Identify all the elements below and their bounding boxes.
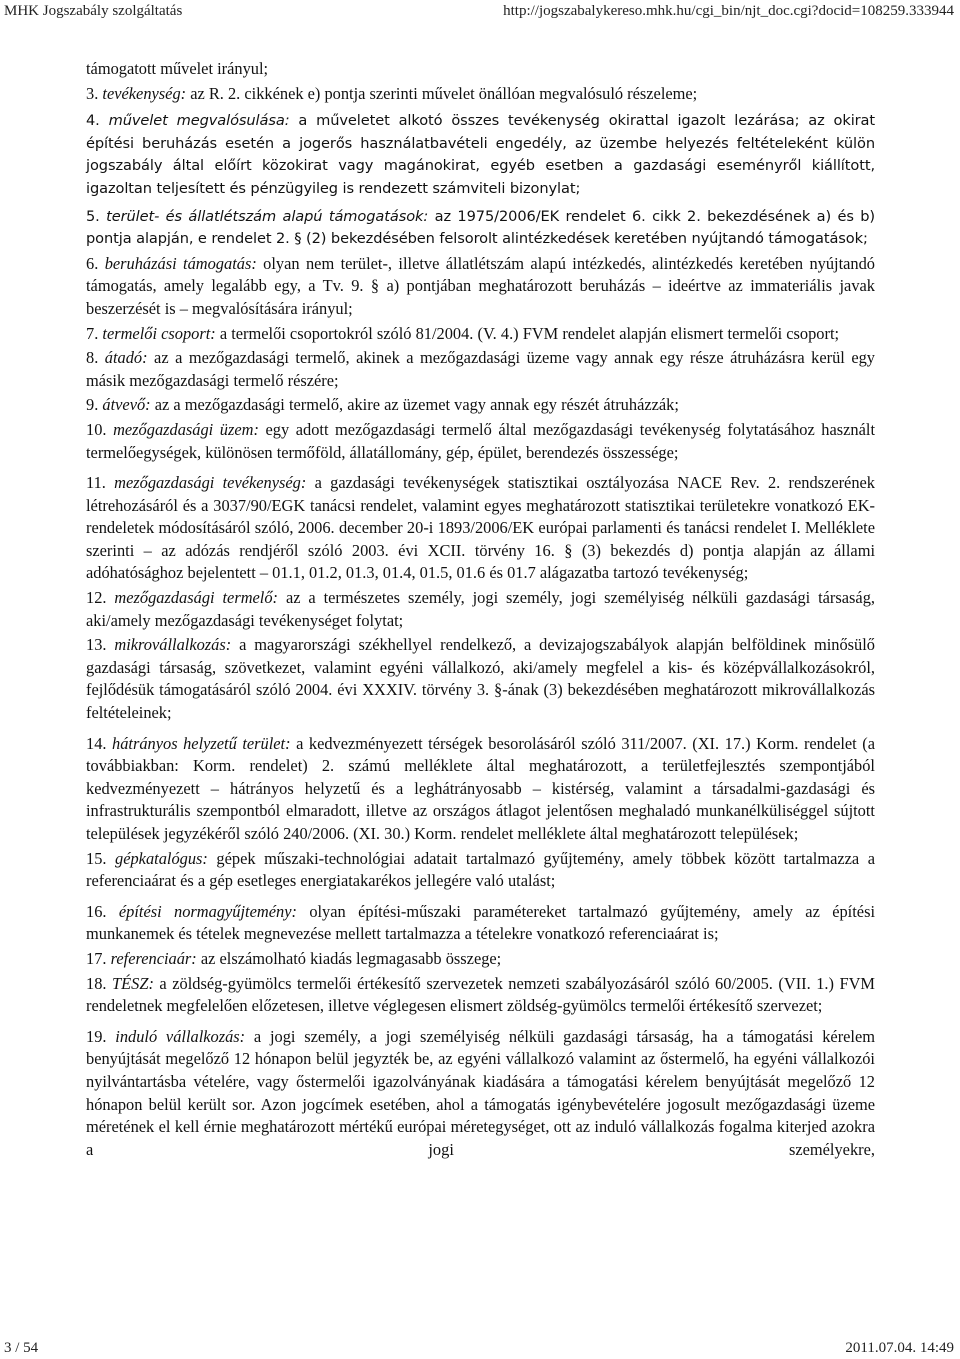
definition-11: 11. mezőgazdasági tevékenység: a gazdasági tevékenységek statisztikai osztályozása NACE Rev. 2. rendszerének létrehozásáról és a 3037/90/EGK tanácsi rendelet, valamint egyes meghatározott statisztikai területekre vonatkozó EK-rendeletek módosításáról szóló, 2006. december 20-i 1893/2006/EK európai parlamenti és tanácsi rendelet I. Melléklete szerinti – az adózás rendjéről szóló 2003. évi XCII. törvény 16. § (3) bekezdés d) pontja alapján az állami adóhatósághoz bejelentett – 01.1, 01.2, 01.3, 01.4, 01.5, 01.6 és 01.7 alágazatba tartozó tevékenység; [86, 473, 875, 583]
definition-6: 6. beruházási támogatás: olyan nem terület-, illetve állatlétszám alapú intézkedés, alintézkedés keretében nyújtandó támogatás, amely legalább egy, a Tv. 9. § a) pontjában meghatározott beruházás – ideértve az immateriális javak beszerzését is – megvalósítására irányul; [86, 253, 876, 318]
paragraph-continuation: támogatott művelet irányul; [86, 59, 269, 78]
definition-19: 19. induló vállalkozás: a jogi személy, a jogi személyiség nélküli gazdasági társaság, ha a támogatási kérelem benyújtását megelőző 12 hónapon belül jegyzték be, az egyéni vállalkozó valamint az őstermelő, ha egyéni vállalkozói nyilvántartásba vételére, vagy őstermelői igazolványának kiadására a támogatási kérelem benyújtását megelőző 12 hónapon belül került sor. Azon jogcímek esetében, ahol a támogatás igénybevételére jogosult mezőgazdasági üzeme méretének el kell érnie meghatározott mértékű európai méretegységet, ott az induló vállalkozás fogalma kiterjed azokra a jogi személyekre, [86, 1026, 876, 1159]
page-header [0, 0, 960, 22]
definition-12: 12. mezőgazdasági termelő: az a természetes személy, jogi személy, jogi személyiség nélküli gazdasági társaság, aki/amely mezőgazdasági tevékenységet folytat; [86, 588, 875, 630]
definition-10: 10. mezőgazdasági üzem: egy adott mezőgazdasági termelő által mezőgazdasági tevékenység folytatásához használt termelőegységek, különösen termőföld, állatállomány, gép, épület, berendezés összessége; [86, 419, 875, 462]
definition-4: 4. művelet megvalósulása: a műveletet alkotó összes tevékenység okirattal igazolt lezárása; az okirat építési beruházás esetén a jogerős használatbavételi engedély, az üzembe helyezés feltételeként külön jogszabály által előírt közokirat vagy magánokirat, egyéb esetben a gazdasági eseményről kiállított, igazoltan teljesített és pénzügyileg is rendezett számviteli bizonylat; [86, 112, 876, 197]
document-body [86, 58, 875, 1163]
header-site-name: MHK Jogszabály szolgáltatás [4, 3, 183, 19]
definition-8: 8. átadó: az a mezőgazdasági termelő, akinek a mezőgazdasági üzeme vagy annak egy része átruházásra kerül egy másik mezőgazdasági termelő részére; [86, 348, 875, 390]
definition-13: 13. mikrovállalkozás: a magyarországi székhellyel rendelkező, a devizajogszabályok alapján belföldinek minősülő gazdasági társaság, szövetkezet, valamint egyéni vállalkozó, aki/amely megfelel a kis- és középvállalkozásokról, fejlődésük támogatásáról szóló 2004. évi XXXIV. törvény 3. §-ának (3) bekezdésében meghatározott mikrovállalkozás feltételeinek; [86, 635, 875, 723]
print-timestamp: 2011.07.04. 14:49 [845, 1340, 954, 1356]
page-counter: 3 / 54 [4, 1340, 39, 1356]
definition-5: 5. terület- és állatlétszám alapú támogatások: az 1975/2006/EK rendelet 6. cikk 2. bekezdésének a) és b) pontja alapján, e rendelet 2. § (2) bekezdésében felsorolt alintézkedések keretében nyújtandó támogatások; [86, 207, 875, 248]
definition-3: 3. tevékenység: az R. 2. cikkének e) pontja szerinti művelet önállóan megvalósuló részeleme; [86, 83, 698, 103]
header-url: http://jogszabalykereso.mhk.hu/cgi_bin/njt_doc.cgi?docid=108259.333944 [503, 3, 954, 19]
definition-9: 9. átvevő: az a mezőgazdasági termelő, akire az üzemet vagy annak egy részét átruházzák; [86, 395, 679, 415]
definition-16: 16. építési normagyűjtemény: olyan építési-műszaki paramétereket tartalmazó gyűjtemény, amely az építési munkanemek és tételek megnevezése mellett tartalmazza a tételekre vonatkozó referenciaárat is; [86, 901, 876, 944]
page-footer [0, 1337, 960, 1359]
definition-14: 14. hátrányos helyzetű terület: a kedvezményezett térségek besorolásáról szóló 311/2007. (XI. 17.) Korm. rendelet (a továbbiakban: Korm. rendelet) 2. számú melléklete által meghatározott, a területfejlesztés szempontjából kedvezményezett – hátrányos helyzetű és a leghátrányosabb – kistérség, valamint a társadalmi-gazdasági és infrastrukturális szempontból elmaradott, illetve az országos átlagot jelentősen meghaladó munkanélküliséggel sújtott települések jegyzékéről szóló 240/2006. (XI. 30.) Korm. rendelet melléklete által meghatározott települések; [86, 733, 875, 843]
definition-15: 15. gépkatalógus: gépek műszaki-technológiai adatait tartalmazó gyűjtemény, amely többek között tartalmazza a referenciaárat és a gép esetleges energiatakarékos jellegére való utalást; [86, 848, 875, 891]
definition-17: 17. referenciaár: az elszámolható kiadás legmagasabb összege; [86, 948, 502, 968]
definition-18: 18. TÉSZ: a zöldség-gyümölcs termelői értékesítő szervezetek nemzeti szabályozásáról szóló 60/2005. (VII. 1.) FVM rendeletnek megfelelően előzetesen, illetve véglegesen elismert zöldség-gyümölcs termelői értékesítő szervezet; [86, 973, 876, 1016]
definition-7: 7. termelői csoport: a termelői csoportokról szóló 81/2004. (V. 4.) FVM rendelet alapján elismert termelői csoport; [86, 323, 840, 343]
